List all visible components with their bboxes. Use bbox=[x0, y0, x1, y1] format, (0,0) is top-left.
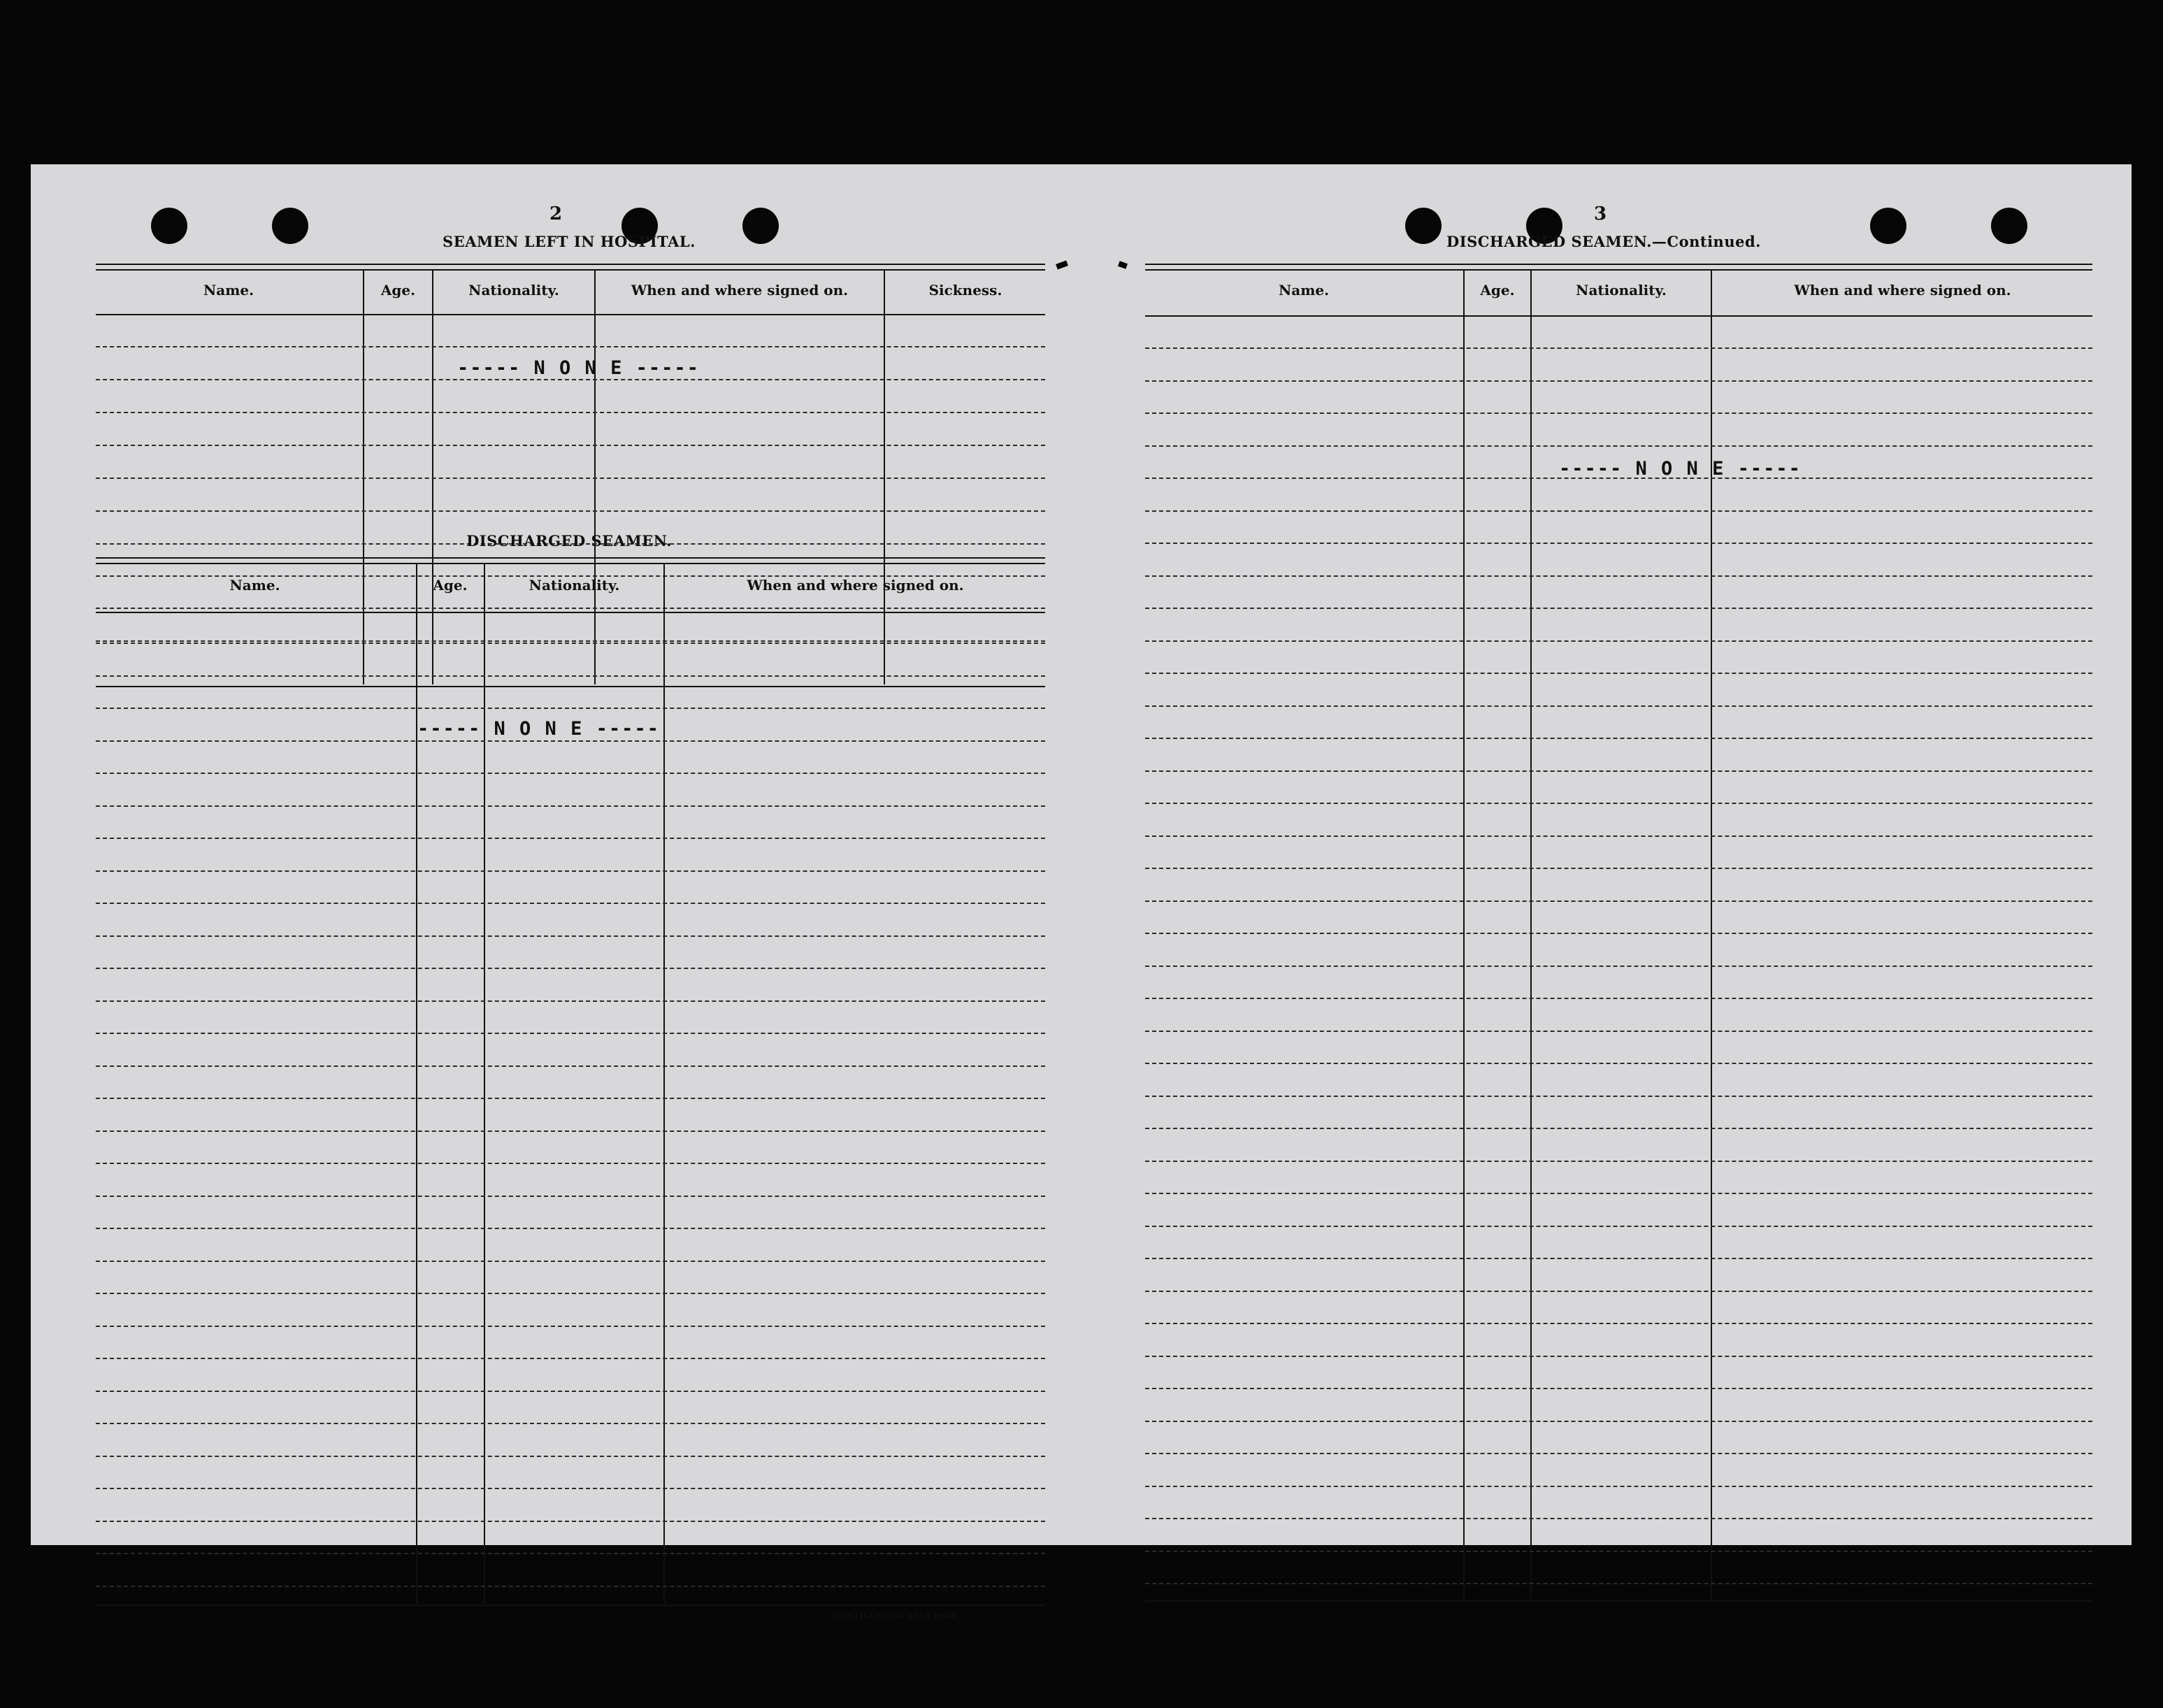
entry-line bbox=[96, 968, 1045, 969]
right-column-divider bbox=[1463, 271, 1465, 1599]
entry-line bbox=[96, 1456, 1045, 1457]
entry-line bbox=[1145, 1161, 2092, 1162]
hospital-top-rule bbox=[96, 269, 1045, 271]
entry-line bbox=[1145, 933, 2092, 934]
entry-line bbox=[96, 1553, 1045, 1554]
hospital-header-rule bbox=[96, 314, 1045, 315]
entry-line bbox=[1145, 1486, 2092, 1487]
entry-line bbox=[96, 708, 1045, 709]
entry-line bbox=[1145, 1193, 2092, 1194]
entry-line bbox=[1145, 966, 2092, 967]
discharged-header-name: Name. bbox=[229, 577, 280, 594]
entry-line bbox=[1145, 673, 2092, 674]
entry-line bbox=[1145, 770, 2092, 772]
entry-line bbox=[96, 1131, 1045, 1132]
entry-line bbox=[1145, 1258, 2092, 1259]
right-header-name: Name. bbox=[1278, 282, 1330, 299]
hospital-header-nationality: Nationality. bbox=[468, 282, 559, 299]
punch-hole bbox=[1991, 208, 2027, 244]
hospital-entry-line bbox=[96, 640, 1045, 642]
entry-line bbox=[96, 935, 1045, 937]
punch-hole bbox=[1870, 208, 1906, 244]
entry-line bbox=[96, 870, 1045, 872]
entry-line bbox=[96, 773, 1045, 774]
entry-line bbox=[1145, 1226, 2092, 1227]
page-number-left: 2 bbox=[549, 203, 563, 224]
right-header-rule bbox=[1145, 315, 2092, 317]
hospital-none-entry: ----- N O N E ----- bbox=[457, 357, 700, 379]
hospital-top-rule bbox=[96, 264, 1045, 265]
discharged-header-age: Age. bbox=[433, 577, 468, 594]
entry-line bbox=[96, 643, 1045, 644]
hospital-entry-line bbox=[96, 608, 1045, 609]
entry-line bbox=[96, 1423, 1045, 1424]
entry-line bbox=[96, 903, 1045, 904]
entry-line bbox=[1145, 1518, 2092, 1519]
punch-hole bbox=[742, 208, 779, 244]
entry-line bbox=[96, 1326, 1045, 1327]
entry-line bbox=[1145, 868, 2092, 869]
entry-line bbox=[96, 1065, 1045, 1067]
discharged-section-title: DISCHARGED SEAMEN. bbox=[466, 532, 672, 550]
entry-line bbox=[96, 1033, 1045, 1034]
discharged-continued-title: DISCHARGED SEAMEN.—Continued. bbox=[1446, 233, 1761, 250]
discharged-header-nationality: Nationality. bbox=[529, 577, 620, 594]
entry-line bbox=[1145, 543, 2092, 544]
hospital-entry-line bbox=[96, 412, 1045, 413]
entry-line bbox=[1145, 1128, 2092, 1129]
hospital-entry-line bbox=[96, 510, 1045, 512]
binding-mark bbox=[1056, 261, 1068, 270]
entry-line bbox=[1145, 445, 2092, 447]
entry-line bbox=[1145, 1291, 2092, 1292]
entry-line bbox=[96, 675, 1045, 677]
entry-line bbox=[1145, 1421, 2092, 1422]
entry-line bbox=[96, 1098, 1045, 1099]
right-header-signed-on: When and where signed on. bbox=[1794, 282, 2011, 299]
binding-mark bbox=[1118, 261, 1128, 269]
discharged-column-divider bbox=[663, 564, 665, 1603]
entry-line bbox=[96, 1163, 1045, 1164]
entry-line bbox=[96, 740, 1045, 742]
entry-line bbox=[1145, 1323, 2092, 1324]
hospital-section-title: SEAMEN LEFT IN HOSPITAL. bbox=[443, 233, 696, 250]
discharged-header-signed-on: When and where signed on. bbox=[747, 577, 964, 594]
hospital-entry-line bbox=[96, 478, 1045, 479]
entry-line bbox=[96, 1521, 1045, 1522]
entry-line bbox=[1145, 900, 2092, 902]
entry-line bbox=[1145, 1551, 2092, 1552]
hospital-entry-line bbox=[96, 346, 1045, 347]
page-number-right: 3 bbox=[1594, 203, 1607, 224]
discharged-top-rule bbox=[96, 563, 1045, 564]
entry-line bbox=[1145, 1453, 2092, 1454]
discharged-none-entry: ----- N O N E ----- bbox=[417, 718, 660, 740]
entry-line bbox=[96, 1488, 1045, 1489]
entry-line bbox=[96, 1586, 1045, 1587]
right-bottom-rule bbox=[1145, 1600, 2092, 1602]
right-top-rule bbox=[1145, 269, 2092, 271]
entry-line bbox=[1145, 608, 2092, 609]
hospital-entry-line bbox=[96, 445, 1045, 446]
entry-line bbox=[96, 1261, 1045, 1262]
right-header-nationality: Nationality. bbox=[1576, 282, 1667, 299]
entry-line bbox=[1145, 575, 2092, 577]
entry-line bbox=[1145, 1583, 2092, 1584]
entry-line bbox=[1145, 510, 2092, 512]
hospital-entry-line bbox=[96, 379, 1045, 380]
right-column-divider bbox=[1530, 271, 1532, 1599]
entry-line bbox=[1145, 412, 2092, 414]
entry-line bbox=[1145, 803, 2092, 804]
discharged-header-rule bbox=[96, 612, 1045, 613]
entry-line bbox=[1145, 705, 2092, 707]
hospital-header-signed-on: When and where signed on. bbox=[631, 282, 849, 299]
punch-hole bbox=[272, 208, 308, 244]
entry-line bbox=[1145, 1031, 2092, 1032]
entry-line bbox=[1145, 1063, 2092, 1064]
entry-line bbox=[96, 838, 1045, 839]
continued-footer: CONTINUED ON NEXT PAGE. bbox=[835, 1613, 960, 1621]
entry-line bbox=[96, 1293, 1045, 1294]
entry-line bbox=[96, 1000, 1045, 1002]
entry-line bbox=[1145, 835, 2092, 837]
discharged-bottom-rule bbox=[96, 1605, 1045, 1606]
entry-line bbox=[1145, 1096, 2092, 1097]
entry-line bbox=[1145, 738, 2092, 739]
hospital-header-age: Age. bbox=[380, 282, 416, 299]
entry-line bbox=[96, 805, 1045, 807]
hospital-header-name: Name. bbox=[203, 282, 254, 299]
entry-line bbox=[1145, 1388, 2092, 1389]
hospital-header-sickness: Sickness. bbox=[928, 282, 1003, 299]
entry-line bbox=[96, 1228, 1045, 1229]
entry-line bbox=[1145, 640, 2092, 642]
right-top-rule bbox=[1145, 264, 2092, 265]
right-none-entry: ----- N O N E ----- bbox=[1559, 458, 1802, 480]
document-sheet bbox=[31, 164, 2132, 1621]
right-header-age: Age. bbox=[1480, 282, 1515, 299]
entry-line bbox=[96, 1196, 1045, 1197]
entry-line bbox=[1145, 347, 2092, 349]
entry-line bbox=[1145, 380, 2092, 382]
hospital-bottom-rule bbox=[96, 686, 1045, 687]
entry-line bbox=[1145, 998, 2092, 999]
entry-line bbox=[1145, 1356, 2092, 1357]
discharged-top-rule bbox=[96, 557, 1045, 559]
entry-line bbox=[96, 1391, 1045, 1392]
entry-line bbox=[96, 1358, 1045, 1359]
punch-hole bbox=[151, 208, 187, 244]
